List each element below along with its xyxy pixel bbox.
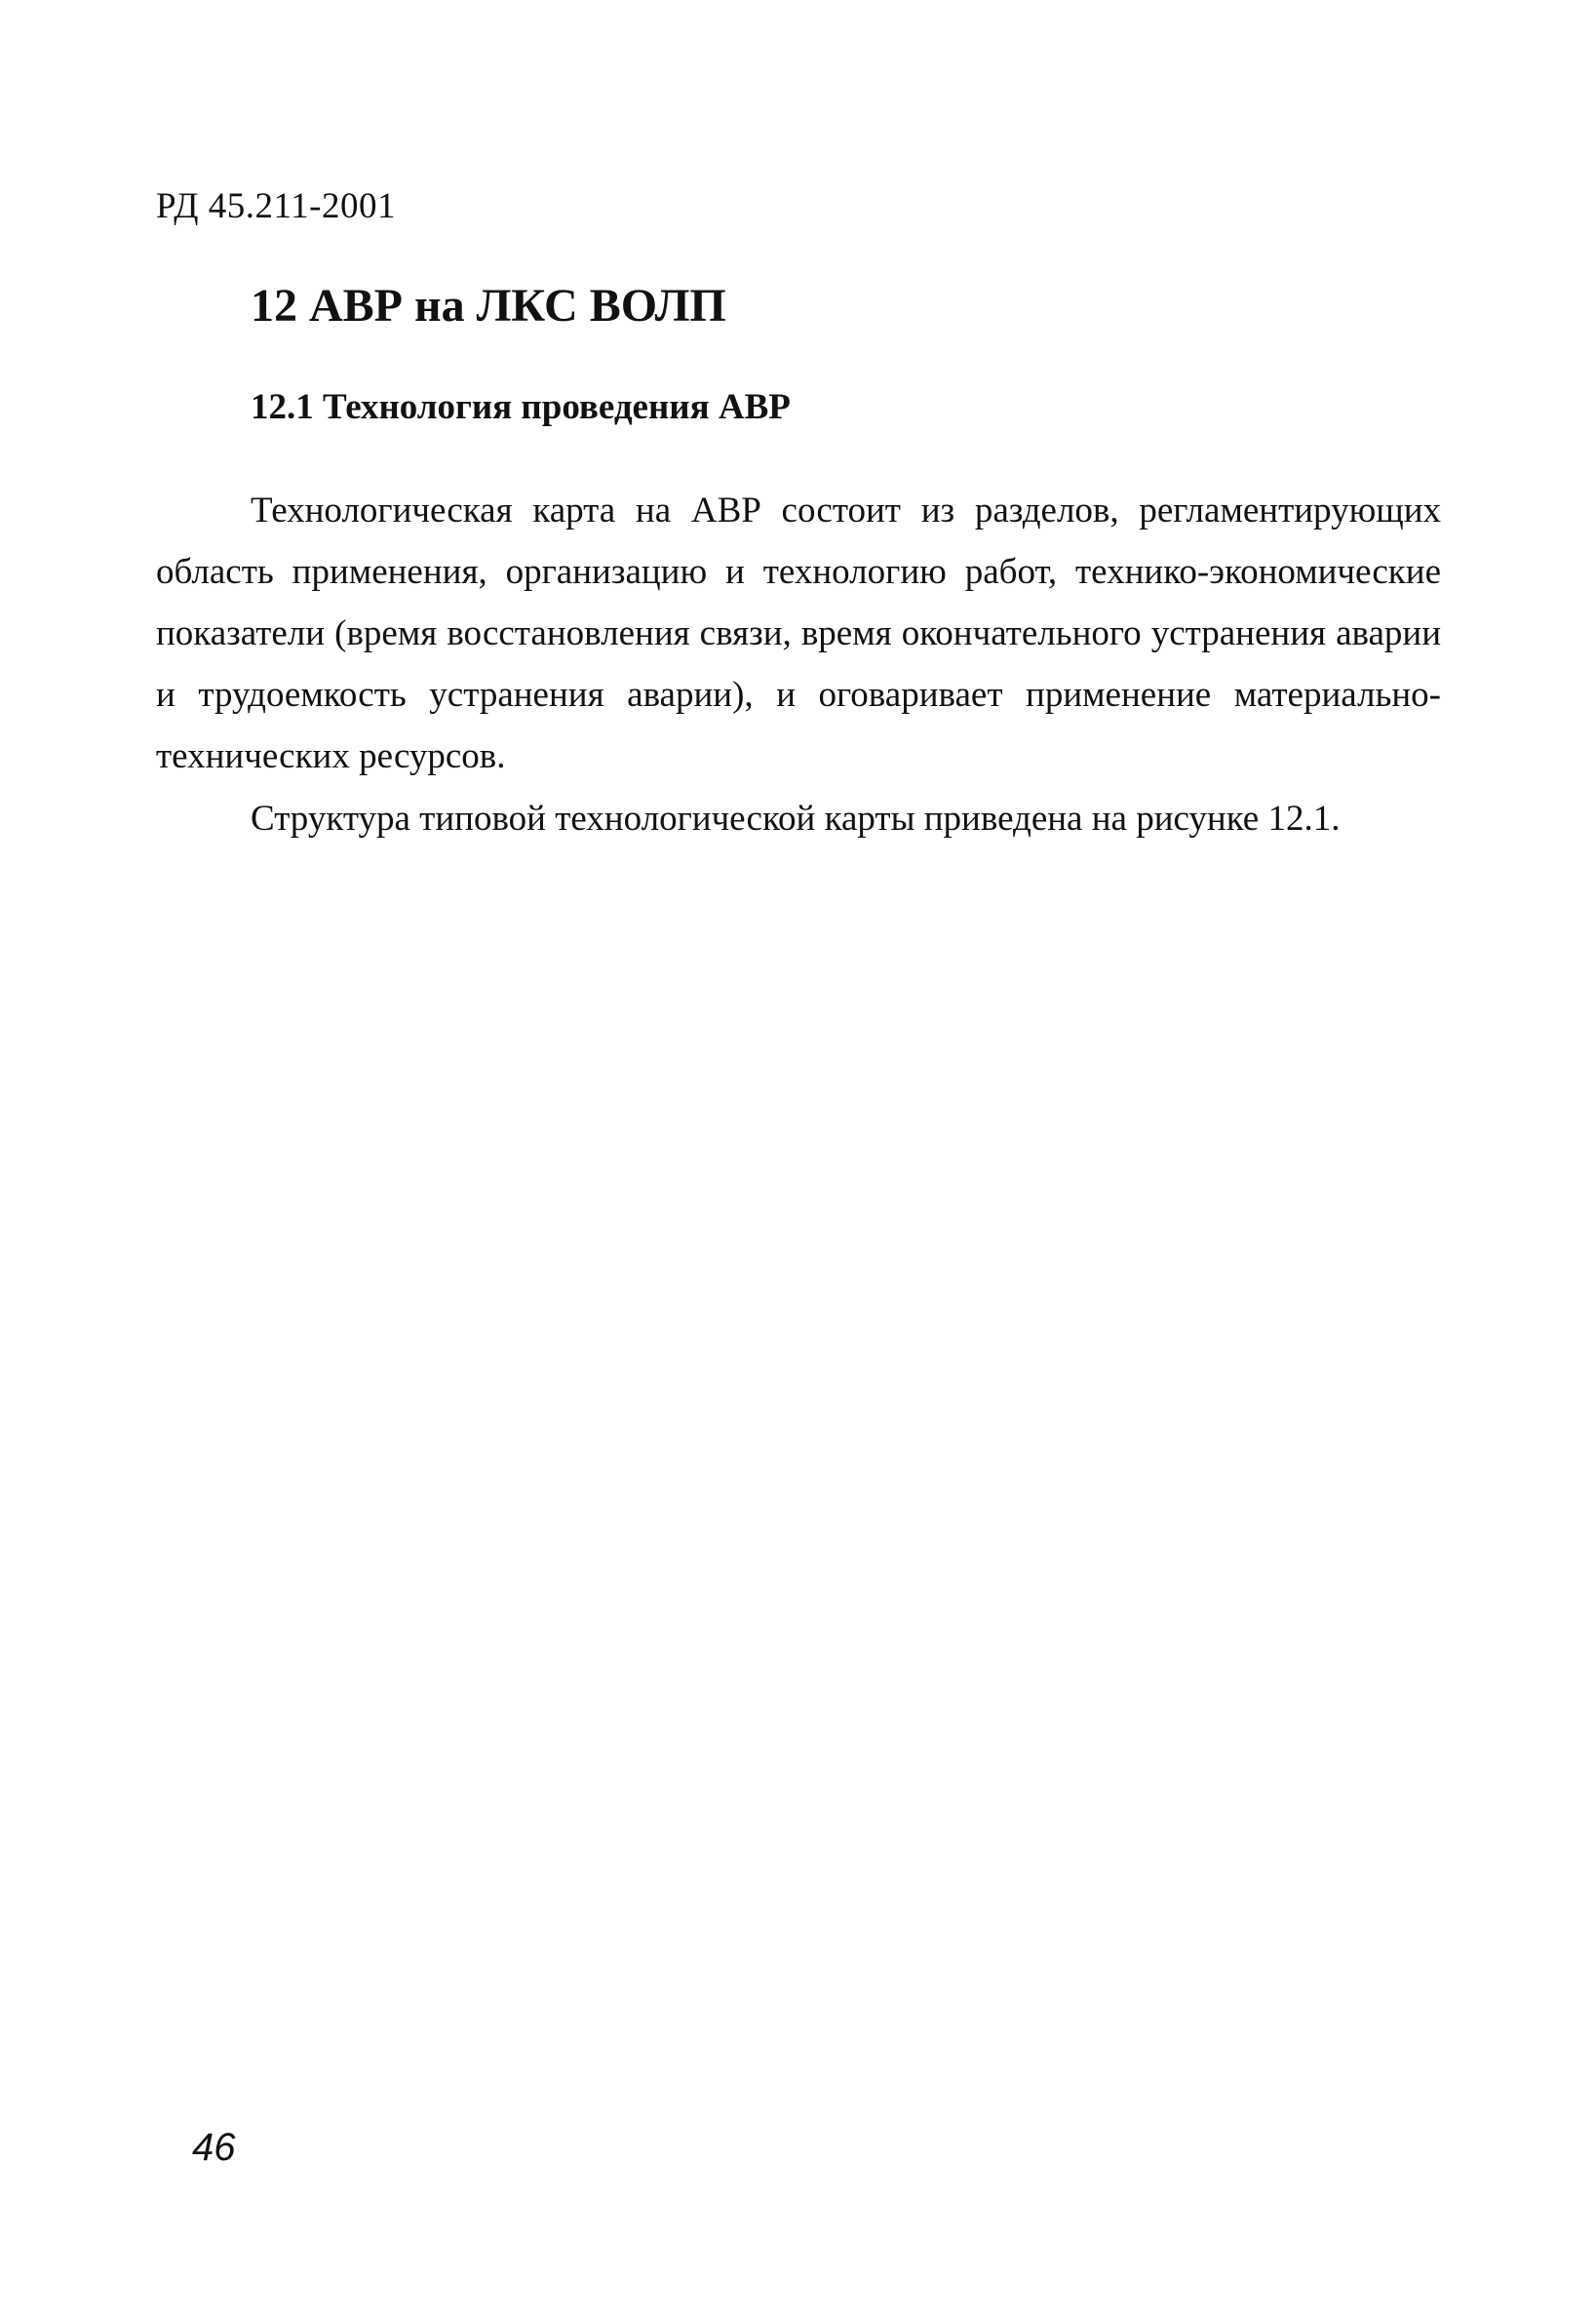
paragraph-figure-reference: Структура типовой технологической карты приведена на рисунке 12.1. — [251, 799, 1341, 839]
page-number: 46 — [192, 2126, 236, 2169]
document-code: РД 45.211-2001 — [156, 186, 396, 226]
paragraph-technology-card: Технологическая карта на АВР состоит из разделов, регламентирующих область применения, организацию и технологию работ, технико-экономические показатели (время восстановления связи, время окончательного устранения аварии и трудоемкость устранения аварии), и оговаривает применение материально-технических ресурсов. — [156, 491, 1441, 776]
chapter-title: 12 АВР на ЛКС ВОЛП — [251, 280, 726, 332]
section-title: 12.1 Технология проведения АВР — [251, 387, 791, 427]
